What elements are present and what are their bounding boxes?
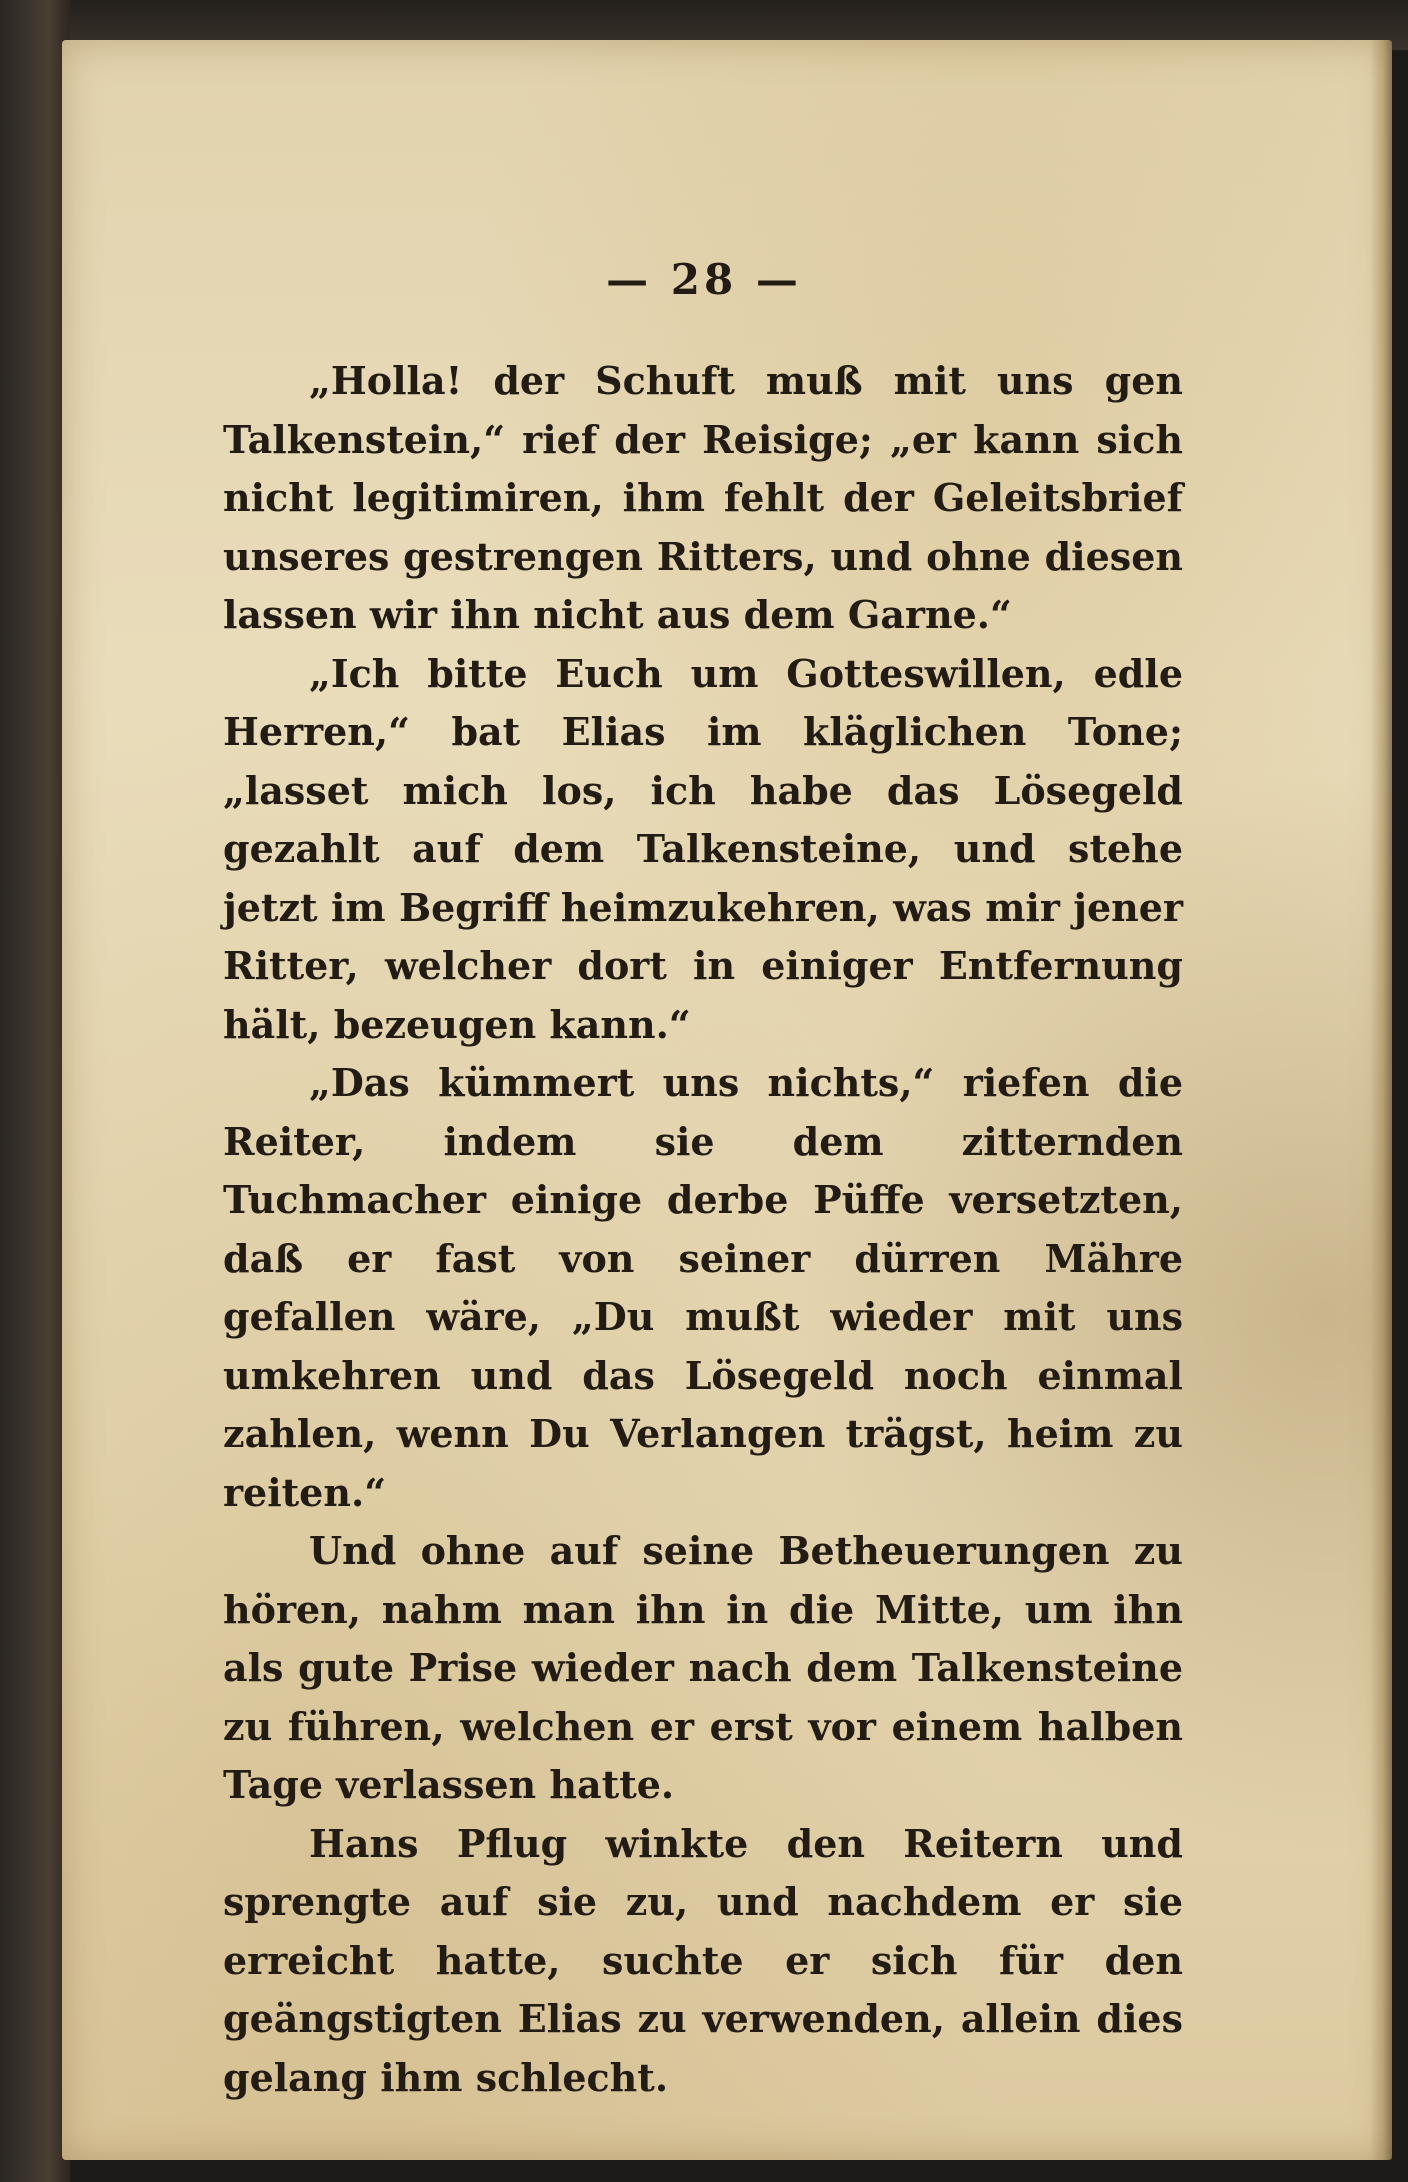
book-spine [0, 0, 70, 2182]
paragraph-3: „Das kümmert uns nichts,“ riefen die Reiter, indem sie dem zitternden Tuchmacher einige derbe Püffe versetzten, daß er fast von seiner dürren Mähre gefallen wäre, „Du mußt wieder mit uns umkehren und das Lösegeld noch einmal zahlen, wenn Du Verlangen trägst, heim zu reiten.“ [223, 1060, 1183, 1515]
paragraph-2: „Ich bitte Euch um Gotteswillen, edle Herren,“ bat Elias im kläglichen Tone; „lasset mich los, ich habe das Lösegeld gezahlt auf dem Talkensteine, und stehe jetzt im Begriff heimzukehren, was mir jener Ritter, welcher dort in einiger Entfernung hält, bezeugen kann.“ [223, 650, 1183, 1047]
page-number: — 28 — [606, 255, 802, 304]
page-edge [1370, 40, 1392, 2160]
paragraph-1: „Holla! der Schuft muß mit uns gen Talkenstein,“ rief der Reisige; „er kann sich nicht legitimiren, ihm fehlt der Geleitsbrief unseres gestrengen Ritters, und ohne diesen lassen wir ihn nicht aus dem Garne.“ [223, 358, 1183, 637]
body-text [223, 352, 1183, 2107]
paragraph-4: Und ohne auf seine Betheuerungen zu hören, nahm man ihn in die Mitte, um ihn als gute Prise wieder nach dem Talkensteine zu führen, welchen er erst vor einem halben Tage verlassen hatte. [223, 1528, 1183, 1807]
paragraph-5: Hans Pflug winkte den Reitern und sprengte auf sie zu, und nachdem er sie erreicht hatte, suchte er sich für den geängstigten Elias zu verwenden, allein dies gelang ihm schlecht. [223, 1820, 1183, 2100]
